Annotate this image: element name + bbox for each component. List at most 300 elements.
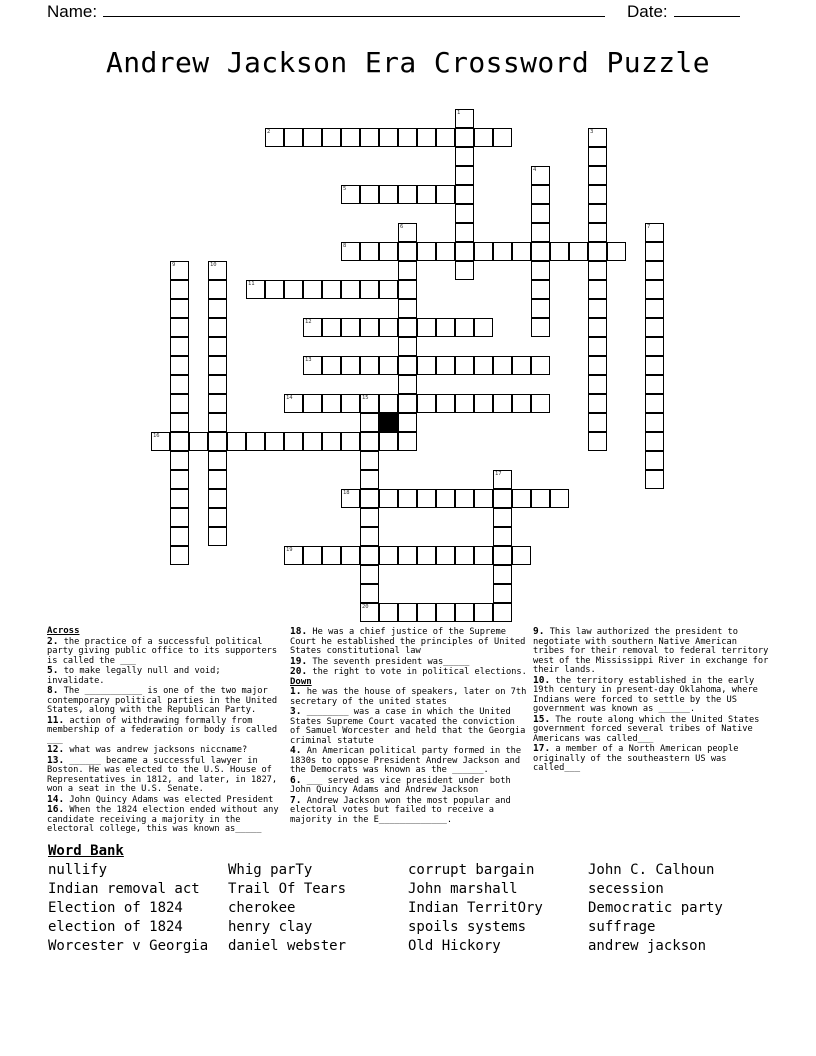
grid-cell[interactable]	[588, 242, 607, 261]
grid-cell[interactable]	[208, 299, 227, 318]
grid-cell[interactable]	[588, 413, 607, 432]
grid-cell[interactable]	[208, 356, 227, 375]
grid-cell[interactable]	[170, 299, 189, 318]
grid-cell[interactable]	[341, 489, 360, 508]
clue-across-13	[47, 756, 283, 795]
grid-cell[interactable]	[398, 413, 417, 432]
grid-cell[interactable]	[531, 394, 550, 413]
cell-number: 17	[495, 471, 502, 477]
grid-cell[interactable]	[341, 356, 360, 375]
grid-cell[interactable]	[360, 584, 379, 603]
grid-cell[interactable]	[208, 413, 227, 432]
grid-cell[interactable]	[436, 546, 455, 565]
across-heading: Across	[47, 626, 80, 636]
grid-cell[interactable]	[474, 489, 493, 508]
grid-cell[interactable]	[436, 489, 455, 508]
clue-text: When the 1824 election ended without any candidate receiving a majority in the electoral college, this was known as_____	[47, 805, 279, 834]
grid-cell[interactable]	[170, 546, 189, 565]
grid-cell[interactable]	[398, 242, 417, 261]
grid-cell[interactable]	[360, 242, 379, 261]
grid-cell[interactable]	[493, 603, 512, 622]
grid-cell[interactable]	[531, 280, 550, 299]
clue-across-2	[47, 637, 283, 667]
grid-cell[interactable]	[265, 280, 284, 299]
grid-cell[interactable]	[588, 280, 607, 299]
word-bank-item: John C. Calhoun	[588, 862, 715, 878]
clue-number: 16 .	[47, 804, 64, 815]
grid-cell[interactable]	[588, 318, 607, 337]
grid-cell[interactable]	[284, 432, 303, 451]
cell-number: 7	[647, 224, 651, 230]
clue-text: the territory established in the early 19th century in present-day Oklahoma, where Indians were forced to settle by the US government was known as ______.	[533, 675, 758, 714]
clue-down-4	[290, 746, 528, 776]
grid-cell[interactable]	[208, 280, 227, 299]
grid-cell[interactable]	[284, 394, 303, 413]
grid-cell[interactable]	[455, 204, 474, 223]
grid-cell[interactable]	[436, 603, 455, 622]
grid-cell[interactable]	[398, 299, 417, 318]
grid-cell[interactable]	[531, 166, 550, 185]
grid-cell[interactable]	[360, 413, 379, 432]
grid-cell[interactable]	[379, 432, 398, 451]
grid-cell[interactable]	[645, 223, 664, 242]
grid-cell[interactable]	[512, 242, 531, 261]
grid-cell[interactable]	[531, 242, 550, 261]
grid-cell[interactable]	[531, 299, 550, 318]
grid-cell[interactable]	[284, 128, 303, 147]
clue-text: the right to vote in political elections.	[312, 667, 527, 677]
clues-column-3	[533, 627, 773, 774]
grid-cell[interactable]	[170, 508, 189, 527]
grid-cell[interactable]	[436, 242, 455, 261]
grid-cell[interactable]	[208, 375, 227, 394]
word-bank-item: Old Hickory	[408, 938, 501, 954]
grid-cell[interactable]	[474, 242, 493, 261]
grid-cell[interactable]	[455, 185, 474, 204]
grid-cell[interactable]	[360, 128, 379, 147]
cell-number: 15	[362, 395, 369, 401]
grid-cell[interactable]	[379, 185, 398, 204]
grid-cell[interactable]	[189, 432, 208, 451]
grid-cell[interactable]	[436, 128, 455, 147]
clue-down-17	[533, 744, 773, 774]
grid-cell[interactable]	[398, 489, 417, 508]
grid-cell[interactable]	[588, 375, 607, 394]
grid-cell[interactable]	[360, 565, 379, 584]
clue-down-3	[290, 707, 528, 746]
cell-number: 5	[343, 186, 347, 192]
grid-cell[interactable]	[455, 223, 474, 242]
grid-cell[interactable]	[645, 299, 664, 318]
grid-cell[interactable]	[645, 470, 664, 489]
grid-cell[interactable]	[493, 242, 512, 261]
grid-cell[interactable]	[322, 394, 341, 413]
grid-cell[interactable]	[417, 603, 436, 622]
grid-cell[interactable]	[474, 356, 493, 375]
grid-cell[interactable]	[531, 185, 550, 204]
cell-number: 20	[362, 604, 369, 610]
grid-cell[interactable]	[512, 489, 531, 508]
clue-number: 12 .	[47, 744, 64, 755]
grid-cell[interactable]	[170, 413, 189, 432]
grid-cell[interactable]	[493, 394, 512, 413]
clue-number: 19 .	[290, 656, 307, 667]
grid-cell[interactable]	[531, 204, 550, 223]
grid-cell[interactable]	[474, 128, 493, 147]
grid-cell[interactable]	[303, 128, 322, 147]
grid-cell[interactable]	[227, 432, 246, 451]
grid-cell[interactable]	[360, 470, 379, 489]
clue-text: The route along which the United States government forced several tribes of Native Americans was called___	[533, 714, 760, 744]
word-bank-item: henry clay	[228, 919, 313, 935]
grid-cell[interactable]	[569, 242, 588, 261]
clue-text: John Quincy Adams was elected President	[69, 794, 274, 805]
grid-cell[interactable]	[474, 603, 493, 622]
grid-cell[interactable]	[550, 242, 569, 261]
grid-cell[interactable]	[455, 109, 474, 128]
grid-cell[interactable]	[360, 508, 379, 527]
clue-number: 1 .	[290, 686, 301, 697]
grid-cell[interactable]	[379, 356, 398, 375]
grid-cell[interactable]	[493, 565, 512, 584]
grid-cell[interactable]	[379, 394, 398, 413]
grid-cell[interactable]	[512, 356, 531, 375]
grid-cell[interactable]	[493, 470, 512, 489]
grid-cell[interactable]	[645, 432, 664, 451]
grid-cell[interactable]	[588, 356, 607, 375]
grid-cell[interactable]	[455, 603, 474, 622]
grid-cell[interactable]	[208, 261, 227, 280]
grid-cell[interactable]	[588, 337, 607, 356]
grid-cell[interactable]	[360, 394, 379, 413]
grid-cell[interactable]	[588, 128, 607, 147]
grid-cell[interactable]	[645, 242, 664, 261]
word-bank-item: andrew jackson	[588, 938, 707, 954]
clue-text: ________ was a case in which the United States Supreme Court vacated the conviction of Samuel Worcester and held that the Georgia criminal statute	[290, 707, 526, 746]
grid-cell[interactable]	[398, 546, 417, 565]
grid-cell[interactable]	[360, 185, 379, 204]
grid-cell[interactable]	[360, 356, 379, 375]
grid-cell[interactable]	[360, 432, 379, 451]
grid-cell[interactable]	[360, 603, 379, 622]
grid-cell[interactable]	[379, 603, 398, 622]
grid-cell[interactable]	[341, 394, 360, 413]
grid-cell[interactable]	[208, 337, 227, 356]
grid-cell[interactable]	[474, 546, 493, 565]
grid-cell[interactable]	[322, 432, 341, 451]
clue-text: action of withdrawing formally from membership of a federation or body is called ___	[47, 715, 278, 745]
grid-cell[interactable]	[588, 432, 607, 451]
grid-cell[interactable]	[398, 375, 417, 394]
cell-number: 14	[286, 395, 293, 401]
grid-cell[interactable]	[303, 318, 322, 337]
grid-cell[interactable]	[265, 432, 284, 451]
grid-cell[interactable]	[645, 318, 664, 337]
grid-cell[interactable]	[303, 394, 322, 413]
grid-cell[interactable]	[436, 394, 455, 413]
grid-cell[interactable]	[341, 432, 360, 451]
grid-cell[interactable]	[341, 185, 360, 204]
grid-cell[interactable]	[588, 223, 607, 242]
grid-cell[interactable]	[151, 432, 170, 451]
grid-cell[interactable]	[208, 394, 227, 413]
grid-cell[interactable]	[455, 546, 474, 565]
clue-text: a member of a North American people originally of the southeastern US was called___	[533, 744, 739, 773]
grid-cell[interactable]	[360, 546, 379, 565]
grid-cell[interactable]	[208, 508, 227, 527]
grid-cell[interactable]	[170, 489, 189, 508]
clue-text: The seventh president was_____	[312, 656, 470, 667]
page-title: Andrew Jackson Era Crossword Puzzle	[105, 46, 710, 79]
grid-cell[interactable]	[493, 508, 512, 527]
grid-cell[interactable]	[322, 318, 341, 337]
grid-cell[interactable]	[379, 318, 398, 337]
cell-number: 1	[457, 110, 461, 116]
word-bank-item: Indian removal act	[48, 881, 200, 897]
grid-cell[interactable]	[303, 280, 322, 299]
word-bank-item: daniel webster	[228, 938, 347, 954]
grid-cell[interactable]	[588, 147, 607, 166]
grid-cell[interactable]	[417, 318, 436, 337]
grid-cell[interactable]	[170, 337, 189, 356]
clue-across-8	[47, 686, 283, 716]
grid-cell[interactable]	[360, 280, 379, 299]
word-bank-item: spoils systems	[408, 919, 527, 935]
grid-cell[interactable]	[645, 280, 664, 299]
grid-cell[interactable]	[455, 356, 474, 375]
grid-cell[interactable]	[607, 242, 626, 261]
cell-number: 16	[153, 433, 160, 439]
name-label: Name:	[47, 2, 98, 21]
grid-cell[interactable]	[588, 185, 607, 204]
grid-cell[interactable]	[550, 489, 569, 508]
grid-cell[interactable]	[417, 185, 436, 204]
grid-cell[interactable]	[493, 546, 512, 565]
clue-number: 13 .	[47, 755, 64, 766]
grid-cell[interactable]	[170, 432, 189, 451]
grid-cell[interactable]	[588, 166, 607, 185]
grid-cell[interactable]	[493, 584, 512, 603]
grid-cell[interactable]	[379, 489, 398, 508]
grid-cell[interactable]	[208, 470, 227, 489]
grid-cell[interactable]	[645, 451, 664, 470]
clue-number: 8 .	[47, 685, 58, 696]
grid-cell[interactable]	[455, 242, 474, 261]
grid-cell[interactable]	[512, 394, 531, 413]
grid-cell[interactable]	[208, 527, 227, 546]
grid-cell[interactable]	[284, 546, 303, 565]
grid-cell[interactable]	[398, 185, 417, 204]
grid-cell[interactable]	[436, 318, 455, 337]
word-bank-item: nullify	[48, 862, 108, 878]
grid-cell[interactable]	[493, 128, 512, 147]
grid-cell[interactable]	[493, 527, 512, 546]
clue-text: An American political party formed in the 1830s to oppose President Andrew Jackson and the Democrats was known as the ______.	[290, 746, 522, 775]
grid-cell[interactable]	[588, 204, 607, 223]
grid-cell[interactable]	[341, 242, 360, 261]
cell-number: 19	[286, 547, 293, 553]
word-bank-item: cherokee	[228, 900, 296, 916]
grid-cell[interactable]	[531, 356, 550, 375]
grid-cell[interactable]	[360, 318, 379, 337]
cell-number: 12	[305, 319, 312, 325]
cell-number: 13	[305, 357, 312, 363]
grid-cell[interactable]	[284, 280, 303, 299]
grid-cell[interactable]	[645, 337, 664, 356]
grid-cell[interactable]	[417, 242, 436, 261]
grid-cell[interactable]	[588, 394, 607, 413]
grid-cell[interactable]	[417, 394, 436, 413]
grid-cell[interactable]	[455, 318, 474, 337]
grid-cell[interactable]	[398, 432, 417, 451]
word-bank-title: Word Bank	[48, 843, 124, 859]
grid-cell[interactable]	[417, 128, 436, 147]
grid-cell[interactable]	[379, 280, 398, 299]
grid-cell[interactable]	[360, 451, 379, 470]
grid-cell[interactable]	[170, 527, 189, 546]
grid-cell[interactable]	[170, 280, 189, 299]
grid-cell[interactable]	[303, 432, 322, 451]
grid-cell[interactable]	[322, 546, 341, 565]
cell-number: 3	[590, 129, 594, 135]
word-bank-item: Whig parTy	[228, 862, 313, 878]
grid-cell[interactable]	[455, 128, 474, 147]
grid-cell[interactable]	[170, 318, 189, 337]
grid-cell[interactable]	[265, 128, 284, 147]
clue-text: to make legally null and void; invalidate.	[47, 666, 221, 686]
grid-cell[interactable]	[208, 318, 227, 337]
grid-cell[interactable]	[170, 394, 189, 413]
grid-cell[interactable]	[322, 280, 341, 299]
cell-number: 11	[248, 281, 255, 287]
clue-across-19	[290, 657, 528, 668]
grid-cell[interactable]	[645, 356, 664, 375]
grid-cell[interactable]	[645, 375, 664, 394]
clue-number: 9 .	[533, 626, 544, 637]
grid-cell[interactable]	[360, 489, 379, 508]
grid-cell[interactable]	[341, 280, 360, 299]
grid-cell[interactable]	[474, 394, 493, 413]
grid-cell[interactable]	[208, 451, 227, 470]
date-label: Date:	[627, 2, 668, 21]
grid-cell[interactable]	[208, 432, 227, 451]
grid-cell[interactable]	[398, 223, 417, 242]
grid-cell[interactable]	[474, 318, 493, 337]
grid-cell[interactable]	[170, 356, 189, 375]
clue-down-15	[533, 715, 773, 745]
clue-number: 3 .	[290, 706, 301, 717]
clue-number: 7 .	[290, 795, 301, 806]
grid-cell[interactable]	[398, 261, 417, 280]
grid-cell[interactable]	[455, 489, 474, 508]
grid-cell[interactable]	[341, 546, 360, 565]
grid-cell[interactable]	[398, 394, 417, 413]
clue-text: ___ served as vice president under both John Quincy Adams and Andrew Jackson	[290, 775, 511, 795]
grid-cell[interactable]	[379, 546, 398, 565]
clue-text: he was the house of speakers, later on 7th secretary of the united states	[290, 687, 527, 707]
grid-cell[interactable]	[455, 394, 474, 413]
grid-cell[interactable]	[246, 432, 265, 451]
grid-cell[interactable]	[531, 261, 550, 280]
clue-down-1	[290, 687, 528, 707]
grid-cell[interactable]	[531, 223, 550, 242]
clue-text: ______ became a successful lawyer in Boston. He was elected to the U.S. House of Representatives in 1812, and later, in 1827, won a seat in the U.S. Senate.	[47, 755, 278, 794]
grid-cell[interactable]	[398, 318, 417, 337]
clue-number: 10 .	[533, 675, 550, 686]
clue-down-6	[290, 776, 528, 796]
word-bank-item: Democratic party	[588, 900, 723, 916]
grid-cell[interactable]	[246, 280, 265, 299]
grid-cell[interactable]	[493, 489, 512, 508]
grid-cell[interactable]	[398, 603, 417, 622]
down-heading: Down	[290, 676, 312, 687]
clue-across-11	[47, 716, 283, 746]
clues-column-1	[47, 627, 283, 835]
grid-cell[interactable]	[417, 546, 436, 565]
grid-cell[interactable]	[398, 337, 417, 356]
clue-number: 11 .	[47, 715, 64, 726]
grid-cell[interactable]	[512, 546, 531, 565]
clue-number: 6 .	[290, 775, 301, 786]
grid-cell[interactable]	[455, 166, 474, 185]
grid-cell[interactable]	[379, 128, 398, 147]
grid-cell[interactable]	[208, 489, 227, 508]
grid-cell[interactable]	[170, 261, 189, 280]
clue-text: He was a chief justice of the Supreme Court he established the principles of United States constitutional law	[290, 627, 526, 656]
clue-number: 17 .	[533, 743, 550, 754]
clue-across-12	[47, 745, 283, 756]
grid-cell[interactable]	[170, 451, 189, 470]
grid-cell[interactable]	[341, 318, 360, 337]
word-bank-item: Worcester v Georgia	[48, 938, 209, 954]
grid-cell[interactable]	[398, 128, 417, 147]
grid-cell[interactable]	[417, 356, 436, 375]
grid-cell[interactable]	[588, 261, 607, 280]
grid-cell[interactable]	[303, 356, 322, 375]
grid-cell[interactable]	[303, 546, 322, 565]
clue-number: 20 .	[290, 666, 307, 677]
grid-cell[interactable]	[417, 489, 436, 508]
grid-cell[interactable]	[531, 489, 550, 508]
grid-cell[interactable]	[588, 299, 607, 318]
grid-cell[interactable]	[322, 128, 341, 147]
grid-cell[interactable]	[170, 375, 189, 394]
grid-cell[interactable]	[645, 394, 664, 413]
grid-cell[interactable]	[455, 147, 474, 166]
word-bank-item: Trail Of Tears	[228, 881, 347, 897]
grid-cell[interactable]	[379, 242, 398, 261]
cell-number: 18	[343, 490, 350, 496]
grid-cell[interactable]	[531, 318, 550, 337]
grid-cell[interactable]	[170, 470, 189, 489]
grid-cell[interactable]	[493, 356, 512, 375]
clue-text: The ___________ is one of the two major contemporary political parties in the United States, along with the Republican Party.	[47, 686, 278, 715]
clues-column-2	[290, 627, 528, 825]
grid-cell[interactable]	[436, 356, 455, 375]
grid-cell[interactable]	[436, 185, 455, 204]
grid-cell[interactable]	[341, 128, 360, 147]
grid-cell[interactable]	[360, 527, 379, 546]
grid-cell[interactable]	[645, 413, 664, 432]
word-bank-item: secession	[588, 881, 664, 897]
grid-cell[interactable]	[455, 261, 474, 280]
grid-cell[interactable]	[322, 356, 341, 375]
clue-text: the practice of a successful political party giving public office to its supporters is called the ___	[47, 636, 278, 666]
grid-cell[interactable]	[645, 261, 664, 280]
word-bank-item: John marshall	[408, 881, 518, 897]
grid-cell[interactable]	[398, 356, 417, 375]
grid-cell[interactable]	[398, 280, 417, 299]
